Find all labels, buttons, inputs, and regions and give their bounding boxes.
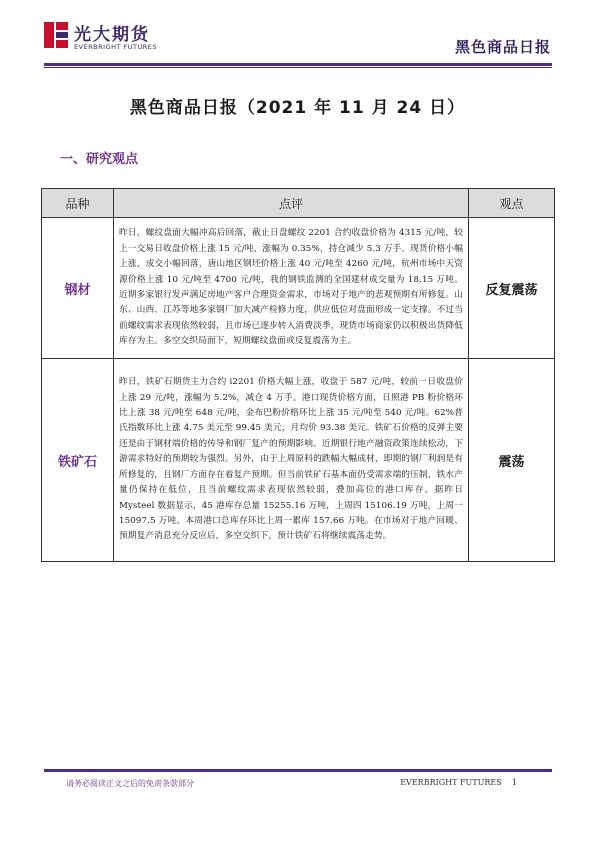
- everbright-logo-icon: [44, 22, 68, 48]
- section-title: 一、研究观点: [60, 152, 139, 167]
- table-header-row: [42, 189, 555, 218]
- header-comment: 点评: [114, 189, 469, 218]
- table-row: [42, 218, 555, 359]
- logo-text-en: EVERBRIGHT FUTURES: [74, 43, 158, 51]
- footer-company-page: [400, 778, 517, 787]
- logo-text-cn: 光大期货: [74, 25, 150, 45]
- view-cell: 震荡: [469, 359, 555, 562]
- footer-disclaimer: 请务必阅读正文之后的免责条款部分: [66, 779, 194, 788]
- page-number: 1: [511, 778, 517, 787]
- comment-cell: 昨日，铁矿石期货主力合约 i2201 价格大幅上涨，收盘于 587 元/吨，较前一日收盘价上涨 29 元/吨，涨幅为 5.2%，减仓 4 万手。港口现货价格方面，日照港 PB 粉价格环比上涨 38 元/吨至 648 元/吨，金布巴粉价格环比上涨 35 元/吨至 540 元/吨。62%普氏指数环比上涨 4.75 美元至 99.45 美元，月均价 93.38 美元。铁矿石价格的反弹主要还是由于钢材端价格的传导和钢厂复产的预期影响。近期银行地产融资政策连续松动，下游需求特好的预期较为强烈。另外，由于上周原料的跌幅大幅成材，即期的钢厂利润是有所修复的，且钢厂方面存在着复产预期。但当前铁矿石基本面仍受需求端的压制，铁水产量仍保持在低位，且当前螺纹需求表现依然较弱，叠加高位的港口库存。据昨日 Mysteel 数据显示，45 港库存总量 15255.16 万吨，上周四 15106.19 万吨，上周一 15097.5 万吨。本周港口总库存环比上周一累库 157.66 万吨。在市场对于地产回暖、预期复产消息充分反应后，多空交织下，预计铁矿石将继续震荡走势。: [114, 359, 469, 562]
- view-cell: 反复震荡: [469, 218, 555, 359]
- variety-cell: 钢材: [42, 218, 114, 359]
- header-divider: [44, 63, 552, 66]
- header-view: 观点: [469, 189, 555, 218]
- footer-divider: [44, 769, 552, 772]
- header-report-title: 黑色商品日报: [454, 38, 551, 56]
- header-divider-thin: [44, 67, 552, 68]
- comment-cell: 昨日，螺纹盘面大幅冲高后回落，截止日盘螺纹 2201 合约收盘价格为 4315 元/吨，较上一交易日收盘价格上涨 15 元/吨，涨幅为 0.35%，持仓减少 5.3 万手。现货价格小幅上涨，成交小幅回落，唐山地区钢坯价格上涨 40 元/吨至 4260 元/吨，杭州市场中天资源价格上涨 10 元/吨至 4700 元/吨，我的钢铁监测的全国建材成交量为 18.15 万吨。近期多家银行发声满足房地产客户合理资金需求，市场对于地产的悲观预期有所修复。山东、山西、江苏等地多家钢厂加大减产检修力度，供应低位对盘面形成一定支撑。不过当前螺纹需求表现依然较弱，且市场已逐步转入消费淡季，现货市场商家仍以积极出货降低库存为主。多空交织局面下，短期螺纹盘面或反复震荡为主。: [114, 218, 469, 359]
- table-row: [42, 359, 555, 562]
- research-view-table: [41, 188, 555, 562]
- header-variety: 品种: [42, 189, 114, 218]
- footer-company: EVERBRIGHT FUTURES: [400, 778, 502, 787]
- document-title: 黑色商品日报（2021 年 11 月 24 日）: [129, 98, 466, 118]
- variety-cell: 铁矿石: [42, 359, 114, 562]
- page-header: [0, 0, 595, 80]
